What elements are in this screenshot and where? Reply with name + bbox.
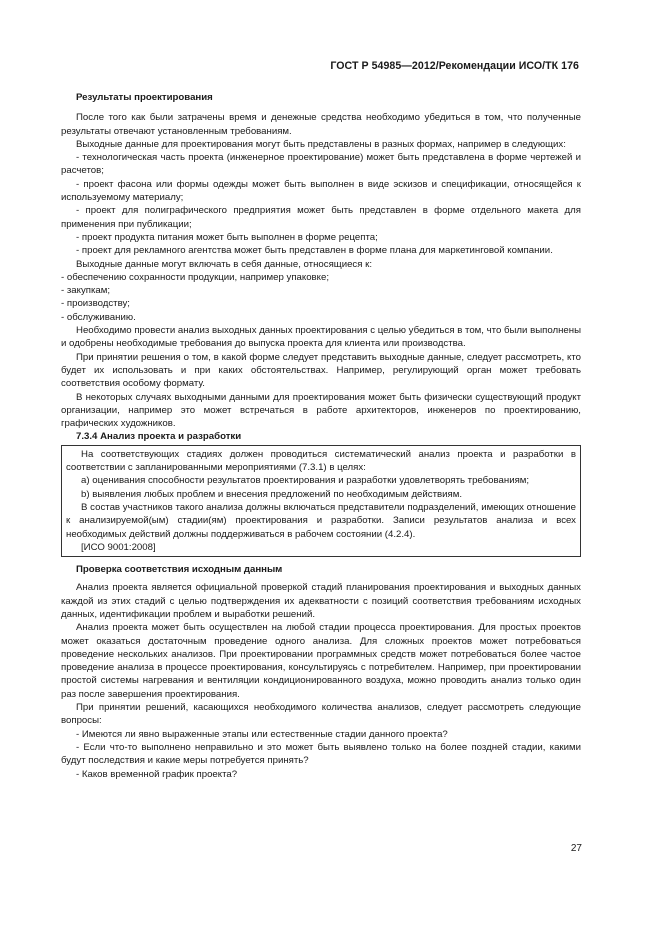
paragraph: Анализ проекта может быть осуществлен на любой стадии процесса проектирования. Для простых проектов может оказаться достаточным проведение одного анализа. Для сложных проектов может потребоваться проведение нескольких анализов. При проектировании программных средств может потребоваться более частое проведение анализа в процессе проектирования, консультируясь с потребителем. Например, при проектировании простой системы нагревания и вентиляции кондиционированного воздуха, можно проводить анализ только один раз после завершения проектирования. (61, 622, 581, 700)
paragraph: - производству; (61, 298, 130, 310)
paragraph: - проект продукта питания может быть выполнен в форме рецепта; (76, 231, 378, 243)
paragraph: Выходные данные для проектирования могут быть представлены в разных формах, например в следующих: (76, 138, 566, 150)
running-header: ГОСТ Р 54985—2012/Рекомендации ИСО/ТК 176 (330, 60, 579, 72)
paragraph: При принятии решения о том, в какой форме следует представить выходные данные, следует рассмотреть, кто будет их использовать и при каких обстоятельствах. Например, регулирующий орган может требовать соответствия особому формату. (61, 351, 581, 390)
standard-quote-box (61, 445, 581, 557)
section-design-results (61, 111, 581, 430)
quote-paragraph: В состав участников такого анализа должны включаться представители подразделений, имеющих отношение к анализируемой(ым) стадии(ям) проектирования и разработки. Записи результатов анализа и всех необходимых действий должны поддерживаться в рабочем состоянии (4.2.4). (66, 501, 576, 540)
paragraph: - технологическая часть проекта (инженерное проектирование) может быть представлена в форме чертежей и расчетов; (61, 152, 581, 177)
paragraph: - обеспечению сохранности продукции, например упаковке; (61, 271, 330, 283)
paragraph: - проект фасона или формы одежды может быть выполнен в виде эскизов и спецификации, относящейся к используемому материалу; (61, 178, 581, 204)
clause-heading-7-3-4: 7.3.4 Анализ проекта и разработки (76, 431, 242, 443)
section-input-compliance (61, 581, 581, 780)
paragraph: После того как были затрачены время и денежные средства необходимо убедиться в том, что полученные результаты отвечают установленным требованиям. (61, 112, 581, 137)
paragraph: - Каков временной график проекта? (76, 768, 238, 780)
paragraph: Выходные данные могут включать в себя данные, относящиеся к: (76, 258, 373, 270)
paragraph: - обслуживанию. (61, 311, 136, 323)
paragraph: - проект для рекламного агентства может быть представлен в форме плана для маркетинговой компании. (76, 245, 553, 257)
paragraph: Анализ проекта является официальной проверкой стадий планирования проектирования и выходных данных каждой из этих стадий с целью подтверждения их адекватности с позиций соответствия требованиям исходных данных, идентификации проблем и выработки решений. (61, 582, 581, 620)
quote-paragraph: На соответствующих стадиях должен проводиться систематический анализ проекта и разработки в соответствии с запланированными мероприятиями (7.3.1) в целях: (66, 448, 576, 474)
paragraph: - закупкам; (61, 285, 111, 297)
section-heading-design-results: Результаты проектирования (76, 92, 213, 103)
page-content (61, 91, 581, 781)
quote-paragraph: b) выявления любых проблем и внесения предложений по необходимым действиям. (81, 488, 463, 500)
paragraph: При принятии решений, касающихся необходимого количества анализов, следует рассмотреть следующие вопросы: (61, 702, 581, 727)
page-number: 27 (570, 843, 582, 854)
paragraph: - Имеются ли явно выраженные этапы или естественные стадии данного проекта? (76, 728, 448, 740)
section-heading-input-compliance: Проверка соответствия исходным данным (76, 564, 283, 576)
paragraph: - Если что-то выполнено неправильно и это может быть выявлено только на более поздней стадии, какими будут последствия и какие меры потребуется принять? (61, 741, 581, 767)
quote-paragraph: [ИСО 9001:2008] (81, 541, 156, 553)
quote-paragraph: a) оценивания способности результатов проектирования и разработки удовлетворять требованиям; (81, 475, 530, 487)
paragraph: Необходимо провести анализ выходных данных проектирования с целью убедиться в том, что были выполнены и одобрены необходимые требования до выпуска проекта для клиента или производства. (61, 325, 581, 350)
paragraph: В некоторых случаях выходными данными для проектирования может быть физически существующий продукт организации, например это может встречаться в работе архитекторов, инженеров по проектированию, графических художников. (61, 391, 581, 430)
paragraph: - проект для полиграфического предприятия может быть представлен в форме отдельного макета для применения при публикации; (61, 205, 581, 230)
